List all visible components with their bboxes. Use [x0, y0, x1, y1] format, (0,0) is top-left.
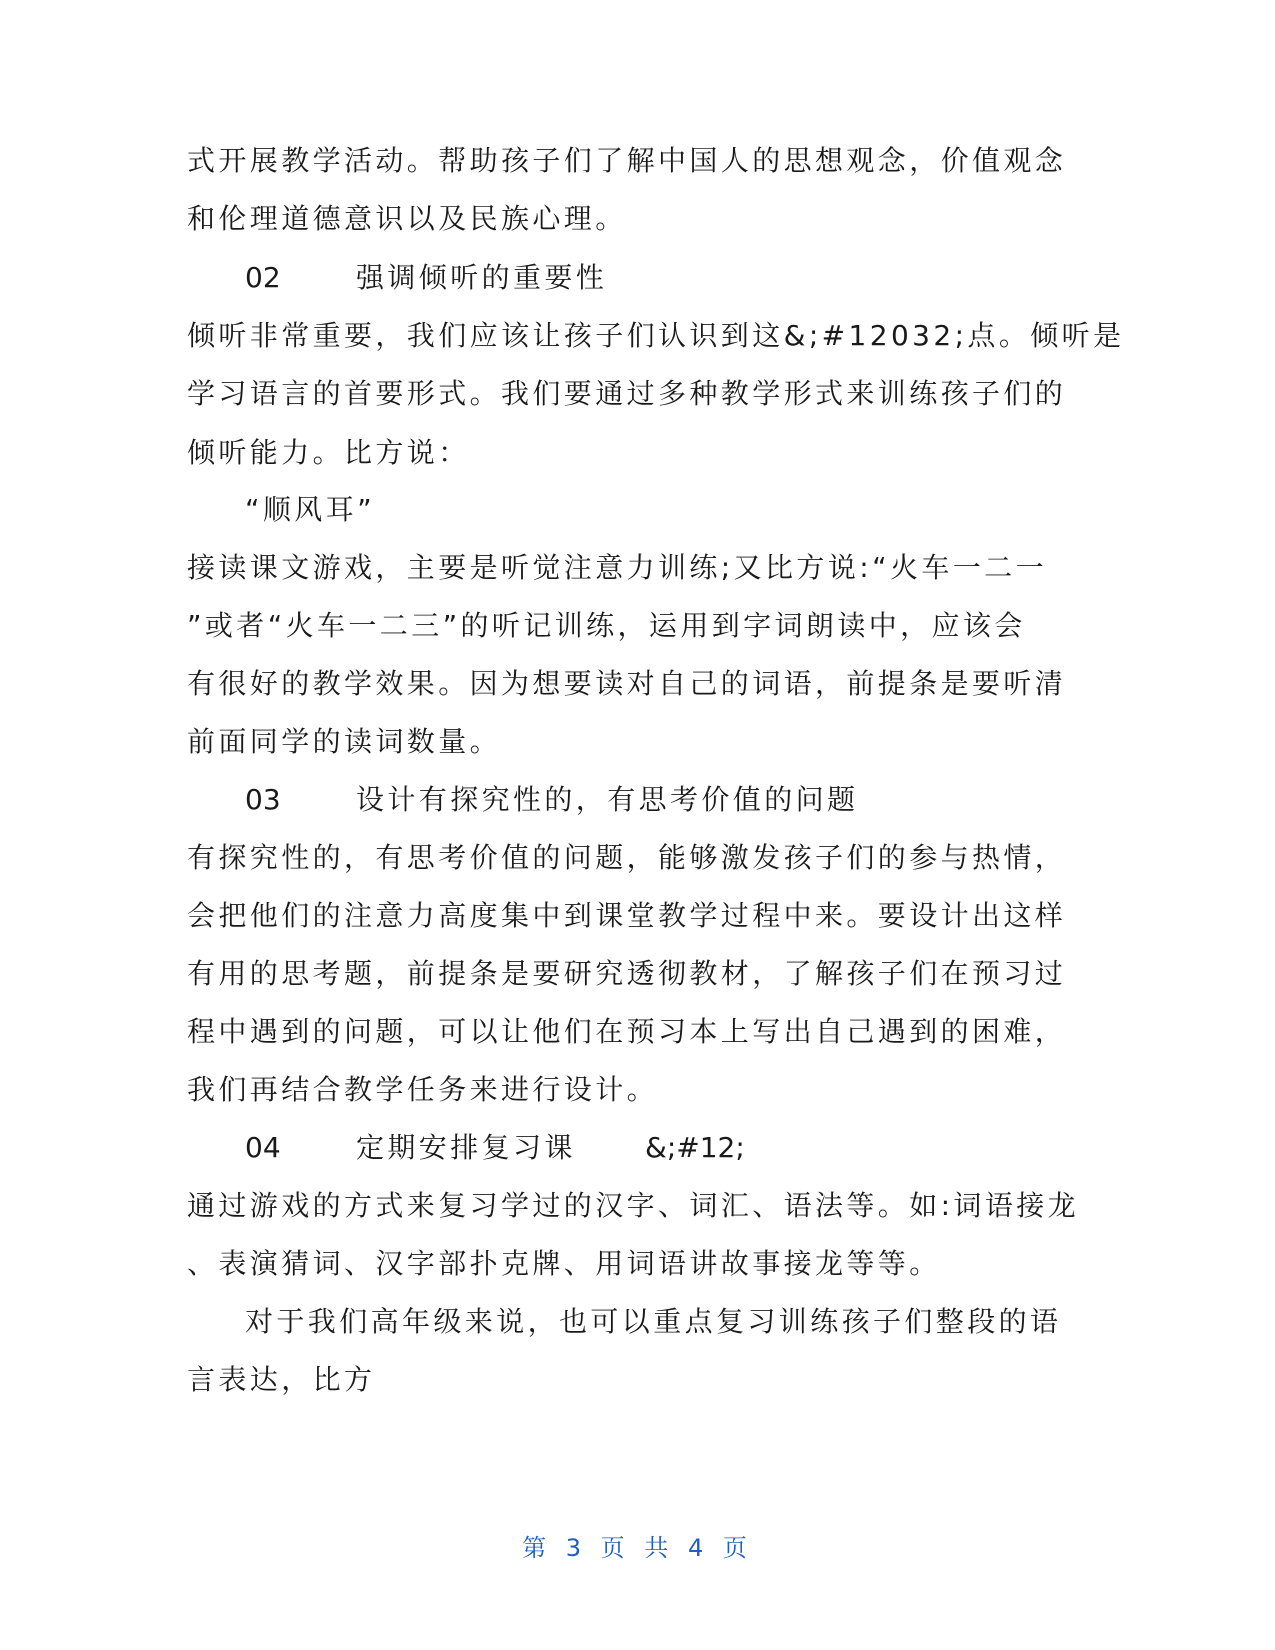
section-02-body-line-3: 倾听能力。比方说： — [187, 436, 470, 469]
section-04-heading: 定期安排复习课 — [356, 1131, 576, 1164]
section-04-body-line-2: 、表演猜词、汉字部扑克牌、用词语讲故事接龙等等。 — [187, 1247, 941, 1280]
section-03-body-line-2: 会把他们的注意力高度集中到课堂教学过程中来。要设计出这样 — [187, 899, 1067, 932]
section-04-number: 04 — [245, 1131, 281, 1164]
section-03-body-line-1: 有探究性的，有思考价值的问题，能够激发孩子们的参与热情， — [187, 841, 1067, 874]
section-02-quote-line-2: ”或者“火车一二三”的听记训练，运用到字词朗读中，应该会 — [187, 609, 1026, 642]
section-02-body-line-2: 学习语言的首要形式。我们要通过多种教学形式来训练孩子们的 — [187, 377, 1067, 410]
section-02-quote-line-1: 接读课文游戏，主要是听觉注意力训练;又比方说:“火车一二一 — [187, 551, 1047, 584]
section-03-body-line-4: 程中遇到的问题，可以让他们在预习本上写出自己遇到的困难， — [187, 1015, 1067, 1048]
section-02-quote: “顺风耳” — [245, 493, 376, 526]
section-02-heading: 强调倾听的重要性 — [356, 261, 608, 294]
section-03-body-line-3: 有用的思考题，前提条是要研究透彻教材，了解孩子们在预习过 — [187, 957, 1067, 990]
section-03-number: 03 — [245, 783, 281, 816]
section-03-body-line-5: 我们再结合教学任务来进行设计。 — [187, 1073, 659, 1106]
section-03-heading: 设计有探究性的，有思考价值的问题 — [356, 783, 859, 816]
intro-line-2: 和伦理道德意识以及民族心理。 — [187, 202, 627, 235]
closing-line-1: 对于我们高年级来说，也可以重点复习训练孩子们整段的语 — [245, 1305, 1062, 1338]
intro-line-1: 式开展教学活动。帮助孩子们了解中国人的思想观念，价值观念 — [187, 144, 1067, 177]
section-02-number: 02 — [245, 261, 281, 294]
section-02-quote-line-4: 前面同学的读词数量。 — [187, 725, 502, 758]
section-04-body-line-1: 通过游戏的方式来复习学过的汉字、词汇、语法等。如:词语接龙 — [187, 1189, 1080, 1222]
section-02-body-line-1: 倾听非常重要，我们应该让孩子们认识到这&;#12032;点。倾听是 — [187, 319, 1125, 352]
page-footer: 第 3 页 共 4 页 — [522, 1534, 753, 1562]
closing-line-2: 言表达，比方 — [187, 1363, 376, 1396]
section-02-quote-line-3: 有很好的教学效果。因为想要读对自己的词语，前提条是要听清 — [187, 667, 1067, 700]
section-04-extra: &;#12; — [645, 1131, 745, 1164]
